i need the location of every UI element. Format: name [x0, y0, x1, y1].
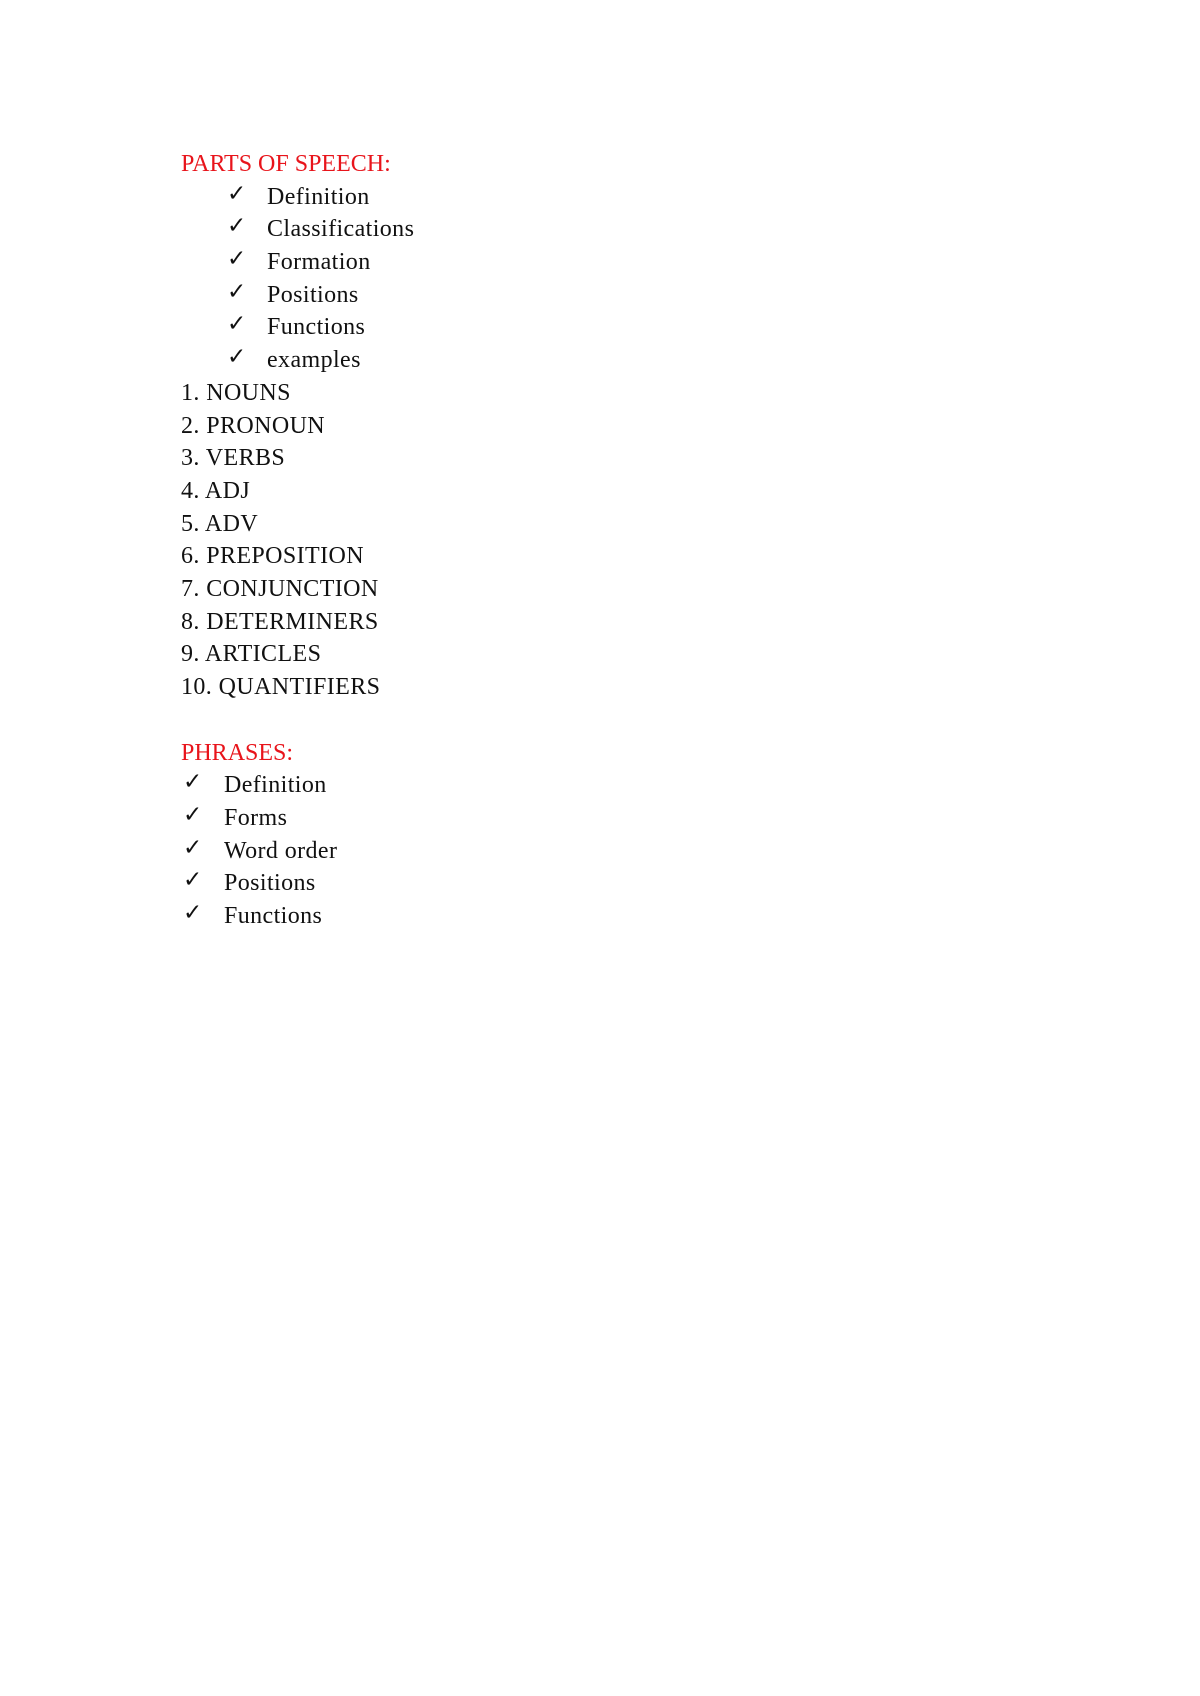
list-item-label: ADV [204, 510, 259, 537]
checklist-item-label: Positions [224, 870, 316, 897]
checkmark-icon: ✓ [227, 246, 247, 273]
numbered-list-item [181, 638, 981, 671]
parts-of-speech-checklist [181, 181, 981, 377]
checklist-item-label: Positions [267, 281, 359, 308]
document-content [181, 148, 981, 933]
list-item-label: VERBS [205, 445, 286, 472]
checklist-item [181, 213, 981, 246]
checkmark-icon: ✓ [183, 834, 203, 861]
list-item-label: ADJ [204, 477, 251, 504]
checkmark-icon: ✓ [183, 867, 203, 894]
phrases-checklist [181, 769, 981, 932]
checklist-item-label: Forms [224, 805, 288, 832]
parts-of-speech-numbered-list [181, 377, 981, 704]
list-number: 6. [181, 543, 200, 570]
checklist-item [181, 900, 981, 933]
numbered-list-item [181, 508, 981, 541]
list-item-label: ARTICLES [204, 641, 322, 668]
checklist-item [181, 835, 981, 868]
checklist-item-label: examples [267, 347, 361, 374]
checklist-item-label: Functions [224, 903, 323, 930]
numbered-list-item [181, 573, 981, 606]
checkmark-icon: ✓ [227, 311, 247, 338]
list-item-label: PRONOUN [206, 412, 326, 439]
checklist-item-label: Definition [224, 772, 327, 799]
list-number: 1. [181, 379, 200, 406]
checklist-item [181, 311, 981, 344]
checklist-item [181, 279, 981, 312]
checkmark-icon: ✓ [227, 180, 247, 207]
checklist-item-label: Formation [267, 249, 371, 276]
list-number: 7. [181, 575, 200, 602]
list-number: 8. [181, 608, 200, 635]
list-number: 5. [181, 510, 200, 537]
list-item-label: CONJUNCTION [206, 575, 379, 602]
list-item-label: DETERMINERS [206, 608, 379, 635]
checklist-item [181, 867, 981, 900]
list-item-label: NOUNS [206, 379, 291, 406]
parts-of-speech-heading: PARTS OF SPEECH: [181, 151, 391, 177]
checklist-item-label: Definition [267, 183, 370, 210]
checklist-item [181, 246, 981, 279]
numbered-list-item [181, 475, 981, 508]
numbered-list-item [181, 442, 981, 475]
checklist-item-label: Functions [267, 314, 366, 341]
numbered-list-item [181, 671, 981, 704]
checklist-item [181, 344, 981, 377]
checklist-item [181, 769, 981, 802]
checklist-item-label: Word order [224, 837, 338, 864]
checkmark-icon: ✓ [183, 769, 203, 796]
list-item-label: QUANTIFIERS [218, 674, 381, 700]
list-number: 3. [181, 445, 200, 472]
checkmark-icon: ✓ [183, 900, 203, 927]
list-number: 4. [181, 477, 200, 504]
section-spacer [181, 704, 981, 737]
list-number: 2. [181, 412, 200, 439]
checkmark-icon: ✓ [227, 278, 247, 305]
phrases-heading: PHRASES: [181, 739, 294, 766]
list-number: 10. [181, 674, 213, 700]
checkmark-icon: ✓ [227, 213, 247, 240]
numbered-list-item [181, 377, 981, 410]
numbered-list-item [181, 606, 981, 639]
checklist-item [181, 802, 981, 835]
list-item-label: PREPOSITION [206, 543, 364, 570]
numbered-list-item [181, 540, 981, 573]
list-number: 9. [181, 641, 200, 668]
numbered-list-item [181, 410, 981, 443]
checklist-item [181, 181, 981, 214]
checkmark-icon: ✓ [183, 802, 203, 829]
checkmark-icon: ✓ [227, 344, 247, 371]
checklist-item-label: Classifications [267, 216, 415, 243]
